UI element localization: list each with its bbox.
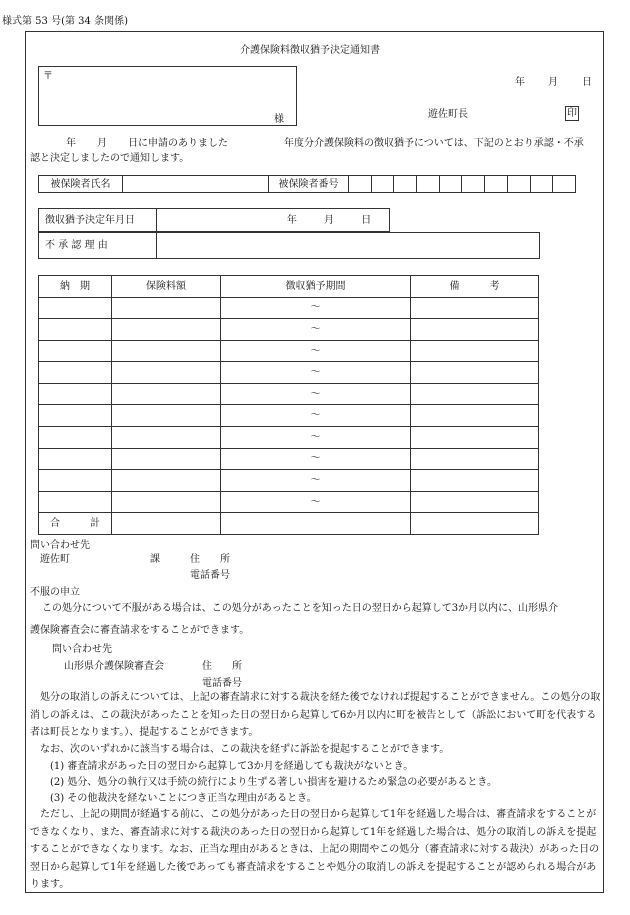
insured-digit[interactable] [485, 176, 508, 193]
due-date-cell[interactable] [39, 383, 112, 405]
remarks-cell[interactable] [411, 297, 539, 319]
due-date-cell[interactable] [39, 405, 112, 427]
decision-date-table [38, 208, 390, 232]
insured-digit[interactable] [530, 176, 553, 193]
form-number: 様式第 53 号(第 34 条関係) [2, 16, 128, 27]
premium-cell[interactable] [112, 340, 221, 362]
reason-field[interactable] [157, 233, 540, 259]
remarks-cell[interactable] [411, 362, 539, 384]
lawsuit-paragraph-2: なお、次のいずれかに該当する場合は、この裁決を経ずに訴訟を提起することができます。 [40, 744, 450, 755]
table-row [39, 448, 539, 470]
reason-label: 不 承 認 理 由 [39, 233, 157, 259]
issue-month: 月 [548, 77, 558, 88]
decision-year: 年 [286, 214, 297, 226]
decision-day: 日 [361, 214, 372, 226]
total-period-cell[interactable] [221, 513, 411, 535]
total-premium-cell[interactable] [112, 513, 221, 535]
premium-cell[interactable] [112, 448, 221, 470]
table-row [39, 491, 539, 513]
remarks-cell[interactable] [411, 383, 539, 405]
premium-cell[interactable] [112, 427, 221, 449]
remarks-cell[interactable] [411, 470, 539, 492]
appeal-phone-label: 電話番号 [202, 678, 242, 689]
table-row [39, 340, 539, 362]
insured-digit[interactable] [553, 176, 576, 193]
premium-cell[interactable] [112, 319, 221, 341]
remarks-cell[interactable] [411, 405, 539, 427]
table-row [39, 383, 539, 405]
decision-date-field[interactable] [157, 209, 390, 232]
insured-digit[interactable] [417, 176, 440, 193]
intro-month: 月 [97, 138, 107, 149]
premium-cell[interactable] [112, 405, 221, 427]
deferral-period-cell[interactable]: ～ [221, 319, 411, 341]
intro-day-text: 日に申請のありました [128, 138, 228, 149]
due-date-cell[interactable] [39, 340, 112, 362]
insured-name-label: 被保険者氏名 [39, 176, 123, 193]
contact-heading: 問い合わせ先 [30, 540, 90, 551]
due-date-cell[interactable] [39, 427, 112, 449]
premium-cell[interactable] [112, 470, 221, 492]
document-title: 介護保険料徴収猶予決定通知書 [240, 45, 380, 56]
total-row [39, 513, 539, 535]
address-box [38, 66, 297, 126]
premium-cell[interactable] [112, 297, 221, 319]
lawsuit-paragraph-3: ただし、上記の期間が経過する前に、この処分があった日の翌日から起算して1年を経過した場合は、審査請求をすることができなくなり、また、審査請求に対する裁決のあった日の翌日から起算して1年を経過した場合は、処分の取消しの訴えを提起することができなくなります。なお、正当な理由があるときは、上記の期間やこの処分（審査請求に対する裁決）があった日の翌日から起算して1年を経過した後であっても審査請求をすることや処分の取消しの訴えを提起することが認められる場合があります。 [30, 809, 600, 890]
reason-table [38, 232, 540, 259]
due-date-cell[interactable] [39, 448, 112, 470]
lawsuit-item-1: (1) 審査請求があった日の翌日から起算して3か月を経過しても裁決がないとき。 [50, 761, 414, 772]
table-row [39, 319, 539, 341]
insured-digit[interactable] [394, 176, 417, 193]
deferral-period-cell[interactable]: ～ [221, 362, 411, 384]
table-row [39, 470, 539, 492]
due-date-cell[interactable] [39, 297, 112, 319]
intro-line2: 認と決定しましたので通知します。 [30, 153, 190, 164]
contact-town: 遊佐町 [40, 554, 70, 565]
insured-digit[interactable] [371, 176, 394, 193]
insured-number-label: 被保険者番号 [269, 176, 349, 193]
due-date-cell[interactable] [39, 362, 112, 384]
deferral-period-cell[interactable]: ～ [221, 383, 411, 405]
total-label: 合 計 [39, 513, 112, 535]
total-remarks-cell[interactable] [411, 513, 539, 535]
deferral-period-cell[interactable]: ～ [221, 297, 411, 319]
appeal-contact-heading: 問い合わせ先 [52, 644, 112, 655]
appeal-address-label: 住 所 [202, 661, 242, 672]
insured-digit[interactable] [507, 176, 530, 193]
header-due-date: 納 期 [39, 276, 112, 298]
issue-year: 年 [515, 77, 525, 88]
remarks-cell[interactable] [411, 491, 539, 513]
header-remarks: 備 考 [411, 276, 539, 298]
deferral-period-cell[interactable]: ～ [221, 491, 411, 513]
contact-section: 課 [150, 554, 160, 565]
premium-cell[interactable] [112, 362, 221, 384]
appeal-heading: 不服の申立 [30, 587, 80, 598]
intro-year: 年 [66, 138, 76, 149]
intro-text: 年度分介護保険料の徴収猶予については、下記のとおり承認・不承 [284, 138, 584, 149]
lawsuit-item-3: (3) その他裁決を経ないことにつき正当な理由があるとき。 [50, 793, 317, 804]
deferral-period-cell[interactable]: ～ [221, 448, 411, 470]
due-date-cell[interactable] [39, 470, 112, 492]
deferral-period-cell[interactable]: ～ [221, 470, 411, 492]
remarks-cell[interactable] [411, 427, 539, 449]
table-row [39, 297, 539, 319]
decision-month: 月 [324, 214, 334, 226]
premium-cell[interactable] [112, 491, 221, 513]
premium-cell[interactable] [112, 383, 221, 405]
insured-digit[interactable] [349, 176, 372, 193]
appeal-line1: この処分について不服がある場合は、この処分があったことを知った日の翌日から起算して3か月以内に、山形県介 [42, 603, 559, 614]
due-date-cell[interactable] [39, 319, 112, 341]
insured-table [38, 175, 576, 193]
deferral-period-cell[interactable]: ～ [221, 340, 411, 362]
remarks-cell[interactable] [411, 448, 539, 470]
contact-address-label: 住 所 [190, 554, 230, 565]
insured-digit[interactable] [462, 176, 485, 193]
postal-mark: 〒 [43, 71, 53, 82]
header-deferral-period: 徴収猶予期間 [221, 276, 411, 298]
address-suffix: 様 [274, 114, 284, 125]
deferral-period-cell[interactable]: ～ [221, 405, 411, 427]
insured-name-field[interactable] [123, 176, 269, 193]
issuer-name: 遊佐町長 [428, 109, 468, 120]
decision-date-label: 徴収猶予決定年月日 [39, 209, 157, 232]
contact-phone-label: 電話番号 [190, 570, 230, 581]
table-header-row [39, 276, 539, 298]
lawsuit-item-2: (2) 処分、処分の執行又は手続の続行により生ずる著しい損害を避けるため緊急の必要があるとき。 [50, 777, 497, 788]
lawsuit-paragraph-1: 処分の取消しの訴えについては、上記の審査請求に対する裁決を経た後でなければ提起することができません。この処分の取消しの訴えは、この裁決があったことを知った日の翌日から起算して6か月以内に町を被告として（訴訟において町を代表する者は町長となります。）、提起することができます。 [30, 692, 601, 738]
table-row [39, 362, 539, 384]
table-row [39, 405, 539, 427]
table-row [39, 427, 539, 449]
appeal-line2: 護保険審査会に審査請求をすることができます。 [30, 625, 250, 636]
header-premium: 保険料額 [112, 276, 221, 298]
remarks-cell[interactable] [411, 340, 539, 362]
seal-mark: 印 [567, 108, 577, 119]
remarks-cell[interactable] [411, 319, 539, 341]
due-date-cell[interactable] [39, 491, 112, 513]
deferral-period-cell[interactable]: ～ [221, 427, 411, 449]
deferral-table [38, 275, 539, 535]
issue-day: 日 [582, 77, 592, 88]
appeal-council: 山形県介護保険審査会 [64, 661, 164, 672]
insured-digit[interactable] [439, 176, 462, 193]
